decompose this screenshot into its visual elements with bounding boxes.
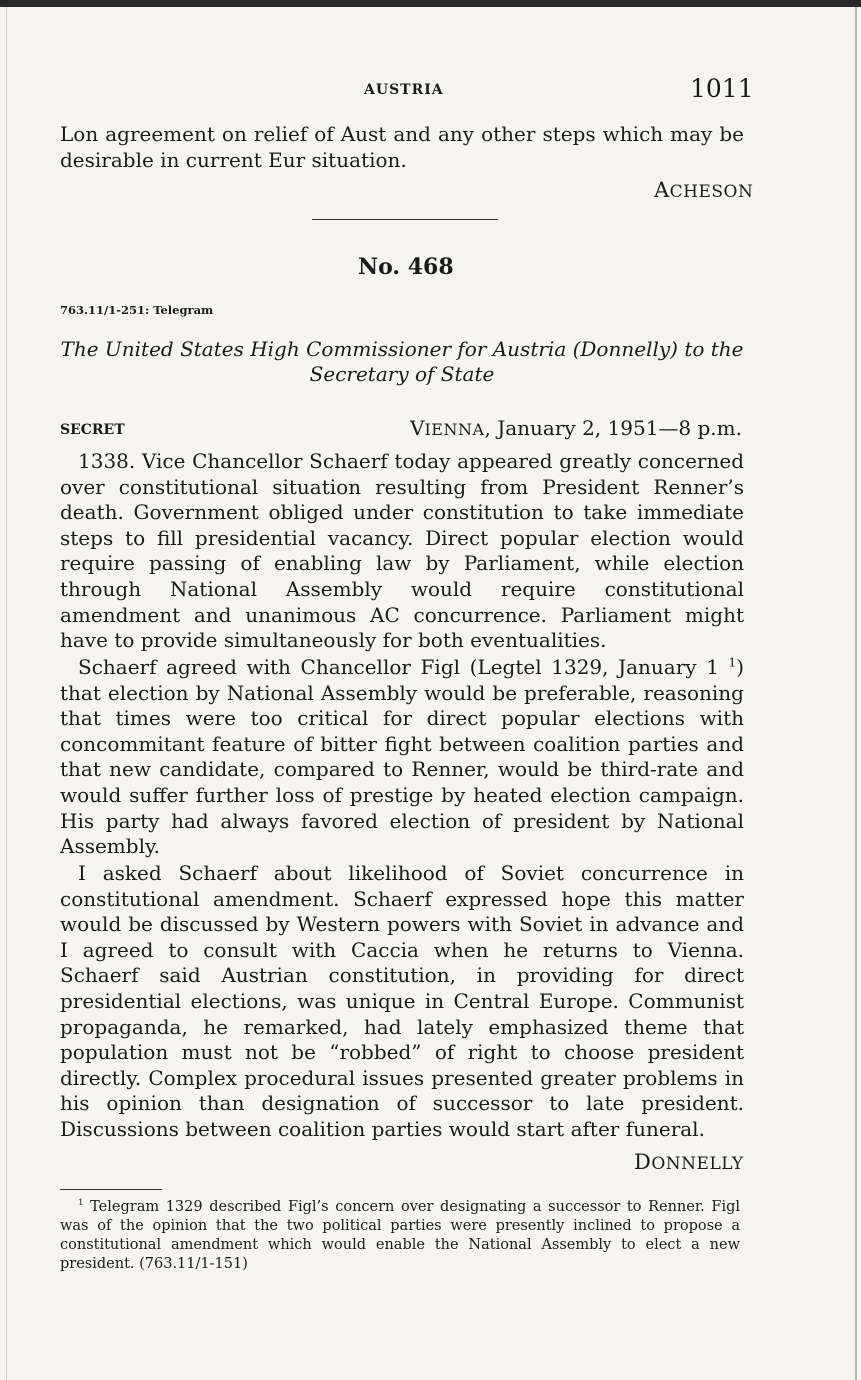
- footnote-text: Telegram 1329 described Figl’s concern over designating a successor to Renner. Figl was of the opinion that the two political parties were presently inclined to propose a constitutional amendment which would enable the National Assembly to elect a new president. (763.11/1-151): [60, 1199, 741, 1272]
- footnote-reference: 1: [728, 655, 737, 670]
- signature-rest: ONNELLY: [651, 1154, 744, 1174]
- document-title-line1: The United States High Commissioner for Austria (Donnelly) to the: [60, 337, 744, 361]
- paragraph-2-lead: Schaerf agreed with Chancellor Figl (Legtel 1329, January 1: [78, 655, 719, 679]
- page-left-edge: [6, 7, 7, 1380]
- place-initial: V: [410, 416, 425, 440]
- signature-donnelly: [634, 1150, 744, 1174]
- place-rest: IENNA: [424, 420, 485, 439]
- body-paragraph-3: I asked Schaerf about likelihood of Soviet concurrence in constitutional amendment. Schaerf expressed hope this matter would be discussed by Western powers with Soviet in advance and I agreed to consult with Caccia when he returns to Vienna. Schaerf said Austrian constitution, in providing for direct presidential elections, was unique in Central Europe. Communist propaganda, he remarked, had lately emphasized theme that population must not be “robbed” of right to choose president directly. Complex procedural issues presented greater problems in his opinion than designation of successor to late president. Discussions between coalition parties would start after funeral.: [60, 861, 744, 1141]
- page-top-edge: [0, 0, 861, 7]
- footnote: [60, 1198, 740, 1274]
- page-number: 1011: [690, 74, 754, 103]
- paragraph-2-close: ): [736, 655, 744, 679]
- document-title-line2: Secretary of State: [309, 362, 495, 386]
- signature-rest: CHESON: [669, 182, 754, 202]
- section-divider: [312, 219, 498, 220]
- signature-initial: A: [654, 178, 670, 202]
- dateline: [410, 416, 742, 440]
- classification: SECRET: [60, 422, 125, 438]
- page-right-edge: [855, 7, 857, 1380]
- signature-acheson: [654, 178, 753, 202]
- document-title: [60, 337, 744, 387]
- running-head: AUSTRIA: [364, 82, 444, 98]
- document-number: No. 468: [358, 254, 454, 280]
- body-paragraph-1: 1338. Vice Chancellor Schaerf today appeared greatly concerned over constitutional situation resulting from President Renner’s death. Government obliged under constitution to take immediate steps to fill presidential vacancy. Direct popular election would require passing of enabling law by Parliament, while election through National Assembly would require constitutional amendment and unanimous AC concurrence. Parliament might have to provide simultaneously for both eventualities.: [60, 449, 744, 653]
- paragraph-2-rest: that election by National Assembly would be preferable, reasoning that times were too critical for direct popular elections with concommitant feature of bitter fight between coalition parties and that new candidate, compared to Renner, would be third-rate and would suffer further loss of prestige by heated election campaign. His party had always favored election of president by National Assembly.: [60, 680, 744, 859]
- footnote-marker: 1: [78, 1198, 84, 1209]
- signature-initial: D: [634, 1150, 652, 1174]
- carryover-paragraph: Lon agreement on relief of Aust and any other steps which may be desirable in current Eur situation.: [60, 122, 744, 172]
- body-paragraph-2: [60, 655, 744, 860]
- footnote-divider: [60, 1189, 162, 1190]
- date-time: , January 2, 1951—8 p.m.: [484, 416, 742, 440]
- file-reference: 763.11/1-251: Telegram: [60, 303, 214, 317]
